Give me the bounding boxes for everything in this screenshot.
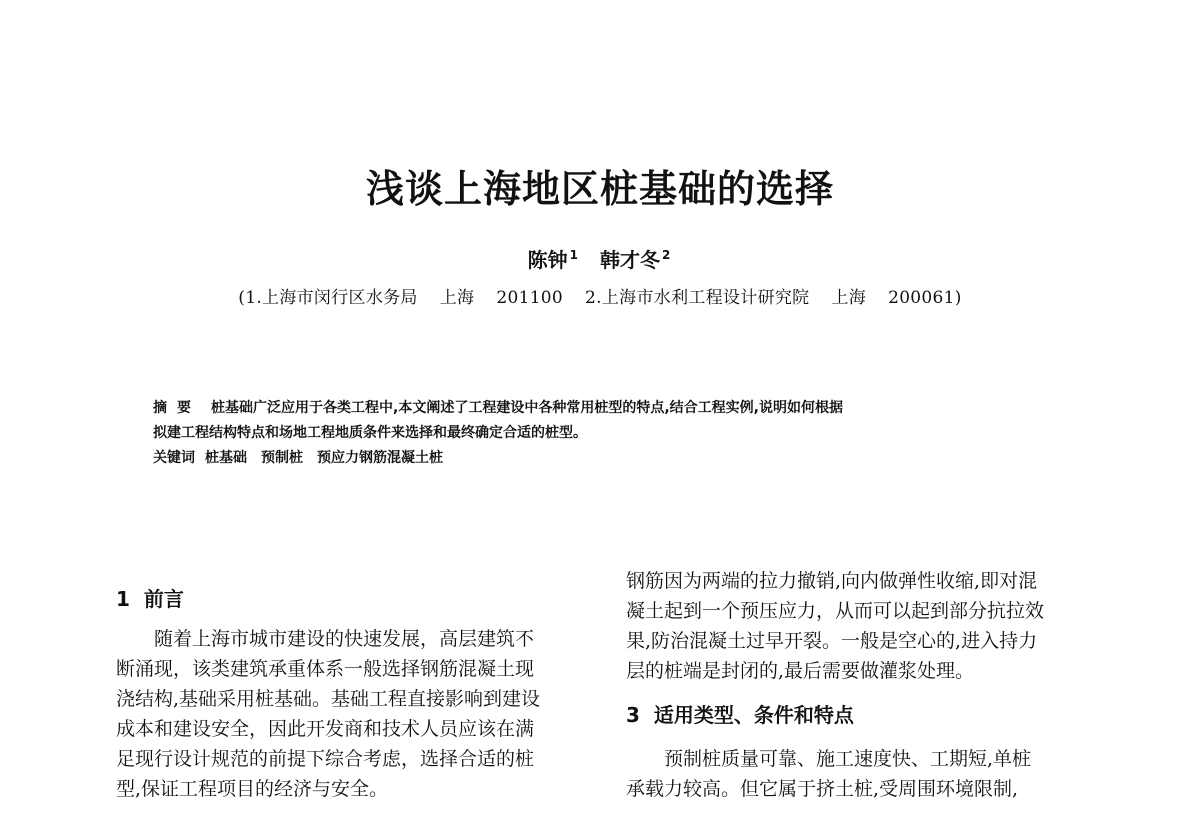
abstract-text: 拟建工程结构特点和场地工程地质条件来选择和最终确定合适的桩型。 [153, 425, 587, 441]
paragraph-line: 凝土起到一个预压应力，从而可以起到部分抗拉效 [626, 600, 1045, 622]
affiliation-postcode: 200061 [888, 288, 955, 308]
paragraph-line: 预制桩质量可靠、施工速度快、工期短,单桩 [664, 748, 1032, 770]
paragraph-line: 断涌现，该类建筑承重体系一般选择钢筋混凝土现 [116, 658, 535, 680]
author-line [0, 244, 1200, 273]
keyword: 预应力钢筋混凝土桩 [317, 450, 443, 466]
section-heading: 3 适用类型、条件和特点 [626, 703, 854, 727]
abstract-label: 摘要 [153, 400, 201, 416]
right-column [626, 566, 1096, 804]
keywords-line [153, 446, 1063, 471]
paragraph-line: 成本和建设安全，因此开发商和技术人员应该在满 [116, 718, 535, 740]
paragraph-line: 承载力较高。但它属于挤土桩,受周围环境限制, [626, 778, 1019, 800]
affiliation-city: 上海 [439, 288, 475, 308]
left-column [116, 566, 586, 804]
keywords-label: 关键词 [153, 450, 195, 466]
author-affiliation-mark: 2 [662, 248, 671, 262]
paragraph-line: 型,保证工程项目的经济与安全。 [116, 778, 389, 800]
abstract-text: 桩基础广泛应用于各类工程中,本文阐述了工程建设中各种常用桩型的特点,结合工程实例,说明如何根据 [211, 400, 843, 416]
author-affiliation-mark: 1 [569, 248, 578, 262]
keyword: 桩基础 [205, 450, 247, 466]
paragraph-line: 足现行设计规范的前提下综合考虑，选择合适的桩 [116, 748, 535, 770]
affiliation-2: 2.上海市水利工程设计研究院 [585, 288, 810, 308]
affiliation-1: 1.上海市闵行区水务局 [245, 288, 418, 308]
paragraph-line: 浇结构,基础采用桩基础。基础工程直接影响到建设 [116, 688, 541, 710]
paragraph-line: 层的桩端是封闭的,最后需要做灌浆处理。 [626, 660, 975, 682]
paragraph-line: 钢筋因为两端的拉力撤销,向内做弹性收缩,即对混 [626, 570, 1038, 592]
abstract-block [153, 396, 1063, 471]
author-name: 韩才冬 [600, 248, 660, 272]
author-name: 陈钟 [527, 248, 568, 272]
keyword: 预制桩 [261, 450, 303, 466]
paper-title: 浅谈上海地区桩基础的选择 [365, 166, 834, 211]
affiliation-city: 上海 [831, 288, 867, 308]
paragraph-line: 随着上海市城市建设的快速发展，高层建筑不 [154, 628, 535, 650]
affiliation-line: (1.上海市闵行区水务局 上海 201100 2.上海市水利工程设计研究院 上海 200061) [238, 288, 962, 308]
paragraph-line: 果,防治混凝土过早开裂。一般是空心的,进入持力 [626, 630, 1038, 652]
section-heading: 1 前言 [116, 587, 184, 611]
affiliation-postcode: 201100 [496, 288, 564, 308]
